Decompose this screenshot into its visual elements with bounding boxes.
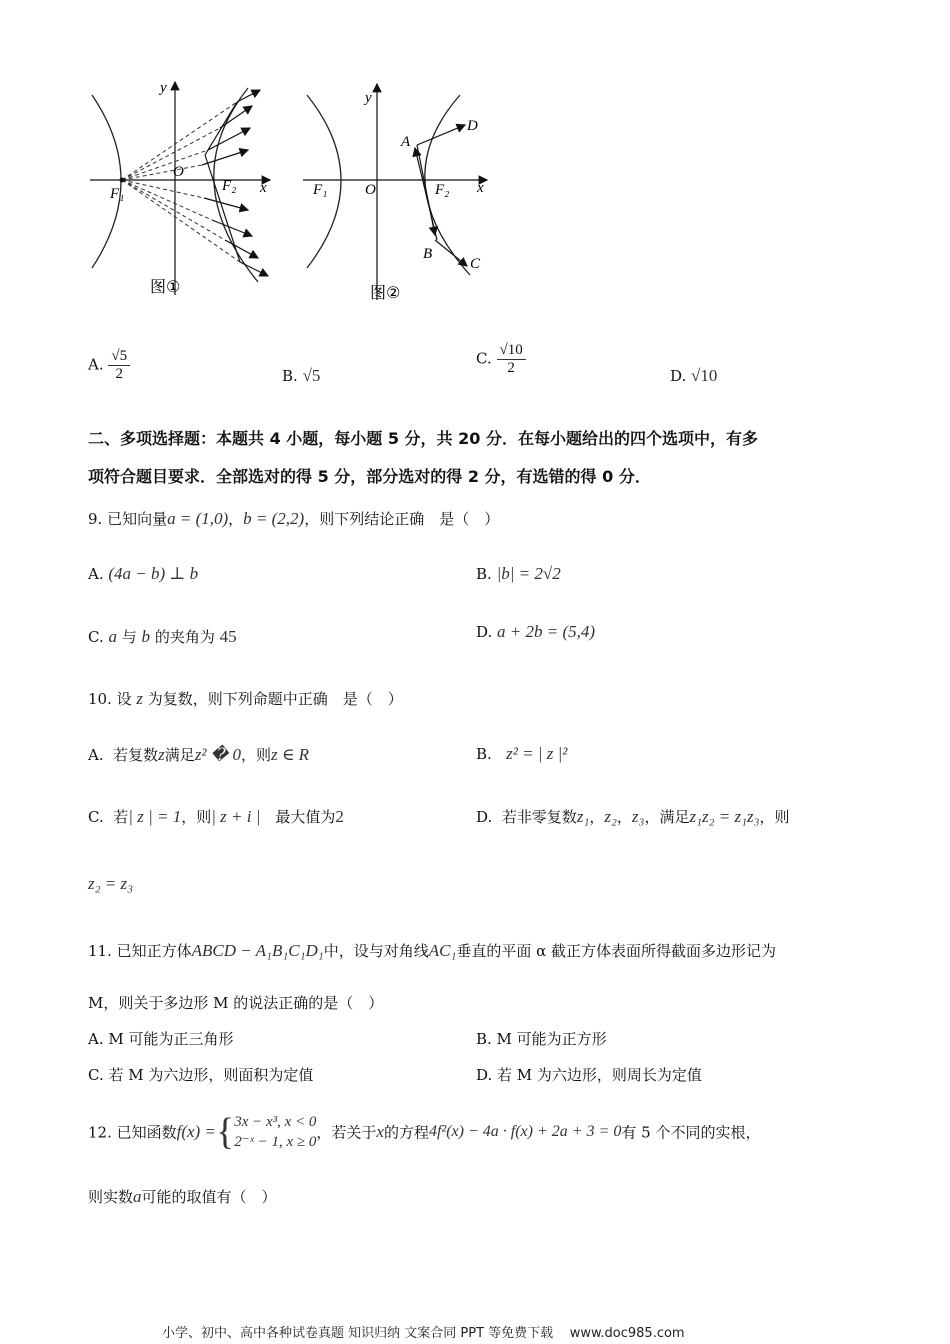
q9-option-a: A. (4a − b) ⊥ b (88, 564, 199, 583)
q9-option-d: D. a + 2b = (5,4) (476, 622, 596, 641)
q10-option-b: B. z² = | z |² (476, 744, 568, 763)
label-f2: F₂ (435, 182, 450, 198)
figure-1-hyperbola-reflection (80, 70, 290, 310)
q8-option-a: A. $\frac{√5}{2}$ (88, 348, 130, 383)
footer-text: 小学、初中、高中各种试卷真题 知识归纳 文案合同 PPT 等免费下载 (162, 1326, 554, 1341)
q8-option-b: B. √5 (282, 366, 321, 385)
q10-stem: 10. 设 z 为复数，则下列命题中正确 是（ ） (88, 689, 403, 708)
q10-option-d-continued: z₂ = z₃ (88, 874, 134, 893)
q11-option-b: B. M 可能为正方形 (476, 1030, 607, 1048)
figure-1-caption: 图① (150, 277, 181, 296)
q9-option-b: B. |b| = 2√2 (476, 564, 561, 583)
label-f1: F₁ (313, 182, 328, 198)
q9-option-c: C. a 与 b 的夹角为 45 (88, 627, 237, 646)
label-b: B (423, 246, 433, 262)
label-o: O (365, 182, 376, 198)
q11-stem-line2: M，则关于多边形 M 的说法正确的是（ ） (88, 994, 384, 1012)
q9-stem: 9. 已知向量a = (1,0)，b = (2,2)，则下列结论正确 是（ ） (88, 509, 500, 528)
label-y: y (365, 90, 372, 106)
segment-bc (435, 240, 467, 266)
q12-stem-line2: 则实数a可能的取值有（ ） (88, 1187, 277, 1206)
section-2-heading-line1: 二、多项选择题：本题共 4 小题，每小题 5 分，共 20 分．在每小题给出的四个选项中，有多 (88, 429, 758, 448)
label-y: y (160, 80, 167, 96)
q10-option-a: A. 若复数z满足z² � 0，则z ∈ R (88, 745, 310, 764)
label-o: O (173, 164, 184, 180)
label-x: x (477, 180, 484, 196)
q8-option-d: D. √10 (670, 366, 718, 385)
footer (162, 1322, 685, 1341)
q8-option-c: C. $\frac{√10}{2}$ (476, 342, 526, 377)
q11-option-d: D. 若 M 为六边形，则周长为定值 (476, 1066, 702, 1084)
q11-option-a: A. M 可能为正三角形 (88, 1030, 234, 1048)
label-f1: F₁ (110, 186, 125, 202)
left-branch (92, 95, 121, 268)
label-a: A (401, 134, 411, 150)
figure-2-caption: 图② (370, 283, 401, 302)
q10-option-d: D. 若非零复数z₁，z₂，z₃，满足z₁z₂ = z₁z₃，则 (476, 807, 790, 826)
section-2-heading-line2: 项符合题目要求．全部选对的得 5 分，部分选对的得 2 分，有选错的得 0 分． (88, 467, 651, 486)
q12-stem: 12. 已知函数f(x) ={ 3x − x³, x < 0 2⁻ˣ − 1, x ≥ 0 ，若关于x的方程4f²(x) − 4a · f(x) + 2a + 3 = 0有 5 个不同的实根， (88, 1111, 761, 1153)
q11-stem: 11. 已知正方体ABCD − A₁B₁C₁D₁中，设与对角线AC₁垂直的平面 α 截正方体表面所得截面多边形记为 (88, 941, 777, 960)
q10-option-c: C. 若| z | = 1，则| z + i | 最大值为2 (88, 807, 344, 826)
segment-ad (417, 125, 465, 145)
footer-site-link[interactable]: www.doc985.com (569, 1326, 685, 1341)
q11-option-c: C. 若 M 为六边形，则面积为定值 (88, 1066, 314, 1084)
label-f2: F₂ (222, 178, 237, 194)
label-x: x (260, 180, 267, 196)
label-d: D (467, 118, 478, 134)
label-c: C (470, 256, 481, 272)
figure-2-hyperbola-points (295, 70, 505, 310)
